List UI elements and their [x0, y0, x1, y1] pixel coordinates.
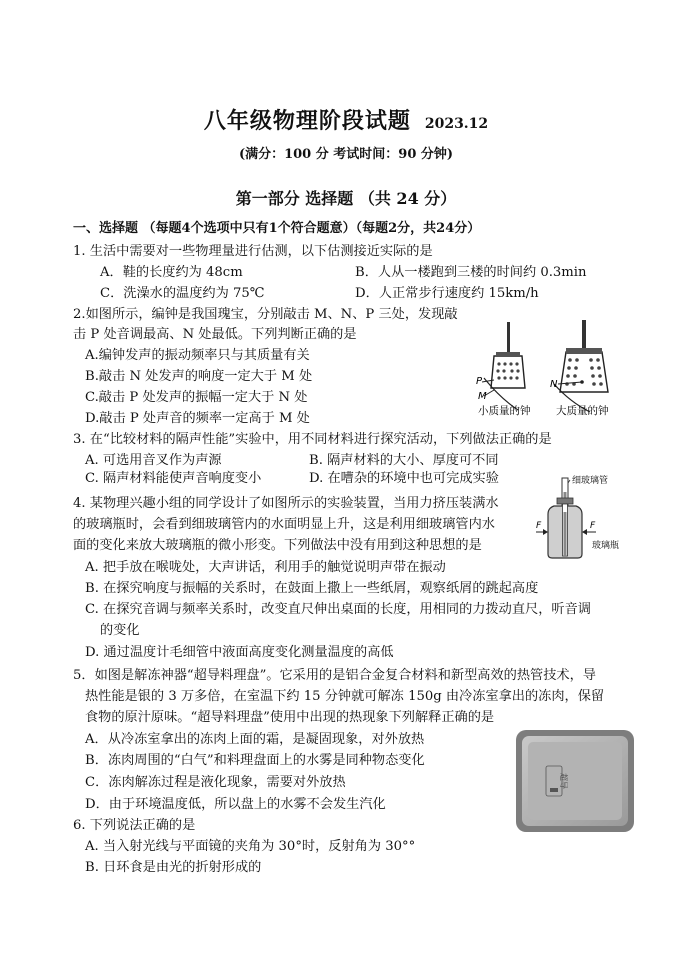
q5-option-d: D．由于环境温度低，所以盘上的水雾不会发生汽化: [85, 797, 386, 812]
exam-date: 2023.12: [424, 116, 489, 132]
q4-option-c-line1: C. 在探究音调与频率关系时，改变直尺伸出桌面的长度，用相同的力拨动直尺，听音调: [85, 602, 591, 617]
q2-option-c: C.敲击 P 处发声的振幅一定大于 N 处: [85, 390, 308, 405]
label-p: P: [476, 376, 483, 387]
q6-option-a: A. 当入射光线与平面镜的夹角为 30°时，反射角为 30°°: [85, 839, 416, 854]
section-heading: 一、选择题 （每题4个选项中只有1个符合题意）（每题2分，共24分）: [73, 221, 481, 236]
exam-title: [0, 104, 692, 135]
q4-option-a: A. 把手放在喉咙处，大声讲话，利用手的触觉说明声带在振动: [85, 560, 446, 575]
q5-stem-line2: 热性能是银的 3 万多倍，在室温下约 15 分钟就可解冻 150g 由冷冻室拿出的冻肉，保留: [85, 689, 605, 704]
q1-option-a: A．鞋的长度约为 48cm: [100, 265, 243, 280]
q2-stem-line2: 击 P 处音调最高、N 处最低。下列判断正确的是: [73, 327, 357, 342]
q3-option-d: D. 在嘈杂的环境中也可完成实验: [309, 471, 499, 486]
force-label-left: F: [536, 521, 542, 531]
thawing-plate-figure: [514, 728, 636, 834]
plate-label: 超导: [559, 773, 568, 789]
bells-figure: [470, 318, 630, 426]
q5-stem-line3: 食物的原汁原味。“超导料理盘”使用中出现的热现象下列解释正确的是: [85, 710, 495, 725]
q4-option-c-line2: 的变化: [100, 623, 140, 638]
q5-stem-line1: 5．如图是解冻神器“超导料理盘”。它采用的是铝合金复合材料和新型高效的热管技术，导: [73, 668, 596, 683]
q2-option-b: B.敲击 N 处发声的响度一定大于 M 处: [85, 369, 313, 384]
q5-option-a: A．从冷冻室拿出的冻肉上面的霜，是凝固现象，对外放热: [85, 732, 425, 747]
q3-option-b: B. 隔声材料的大小、厚度可不同: [309, 453, 499, 468]
small-bell-caption: 小质量的钟: [478, 405, 531, 417]
bottle-label: 玻璃瓶: [592, 541, 620, 551]
q1-option-b: B．人从一楼跑到三楼的时间约 0.3min: [355, 265, 587, 280]
q5-option-c: C．冻肉解冻过程是液化现象，需要对外放热: [85, 775, 346, 790]
part-title: 第一部分 选择题 （共 24 分）: [235, 189, 457, 208]
exam-subtitle: (满分：100 分 考试时间：90 分钟): [238, 147, 454, 162]
q1-stem: 1. 生活中需要对一些物理量进行估测，以下估测接近实际的是: [73, 244, 433, 259]
q6-option-b: B. 日环食是由光的折射形成的: [85, 860, 262, 875]
q6-stem: 6. 下列说法正确的是: [73, 818, 196, 833]
q3-option-c: C. 隔声材料能使声音响度变小: [85, 471, 262, 486]
large-bell-icon: [550, 320, 608, 412]
large-bell-caption: 大质量的钟: [556, 405, 609, 417]
q3-stem: 3. 在“比较材料的隔声性能”实验中，用不同材料进行探究活动，下列做法正确的是: [73, 432, 552, 447]
q5-option-b: B．冻肉周围的“白气”和料理盘面上的水雾是同种物态变化: [85, 753, 425, 768]
bottle-figure: [532, 472, 644, 564]
force-label-right: F: [590, 521, 596, 531]
small-bell-icon: [476, 322, 525, 410]
label-n: N: [550, 379, 558, 390]
tube-label: 细玻璃管: [572, 476, 609, 486]
q1-option-c: C．洗澡水的温度约为 75℃: [100, 286, 265, 301]
q2-stem-line1: 2.如图所示，编钟是我国瑰宝，分别敲击 M、N、P 三处，发现敲: [73, 307, 458, 322]
q4-option-d: D. 通过温度计毛细管中液面高度变化测量温度的高低: [85, 645, 394, 660]
q2-option-a: A.编钟发声的振动频率只与其质量有关: [85, 348, 310, 363]
q4-option-b: B. 在探究响度与振幅的关系时，在鼓面上撒上一些纸屑，观察纸屑的跳起高度: [85, 581, 539, 596]
q3-option-a: A. 可选用音叉作为声源: [85, 453, 222, 468]
q4-stem-line3: 面的变化来放大玻璃瓶的微小形变。下列做法中没有用到这种思想的是: [73, 538, 482, 553]
q4-stem-line2: 的玻璃瓶时，会看到细玻璃管内的水面明显上升，这是利用细玻璃管内水: [73, 517, 495, 532]
q2-option-d: D.敲击 P 处声音的频率一定高于 M 处: [85, 411, 310, 426]
q1-option-d: D．人正常步行速度约 15km/h: [355, 286, 539, 301]
exam-title-text: 八年级物理阶段试题: [203, 108, 411, 134]
label-m: M: [478, 391, 487, 402]
q4-stem-line1: 4. 某物理兴趣小组的同学设计了如图所示的实验装置，当用力挤压装满水: [73, 496, 499, 511]
